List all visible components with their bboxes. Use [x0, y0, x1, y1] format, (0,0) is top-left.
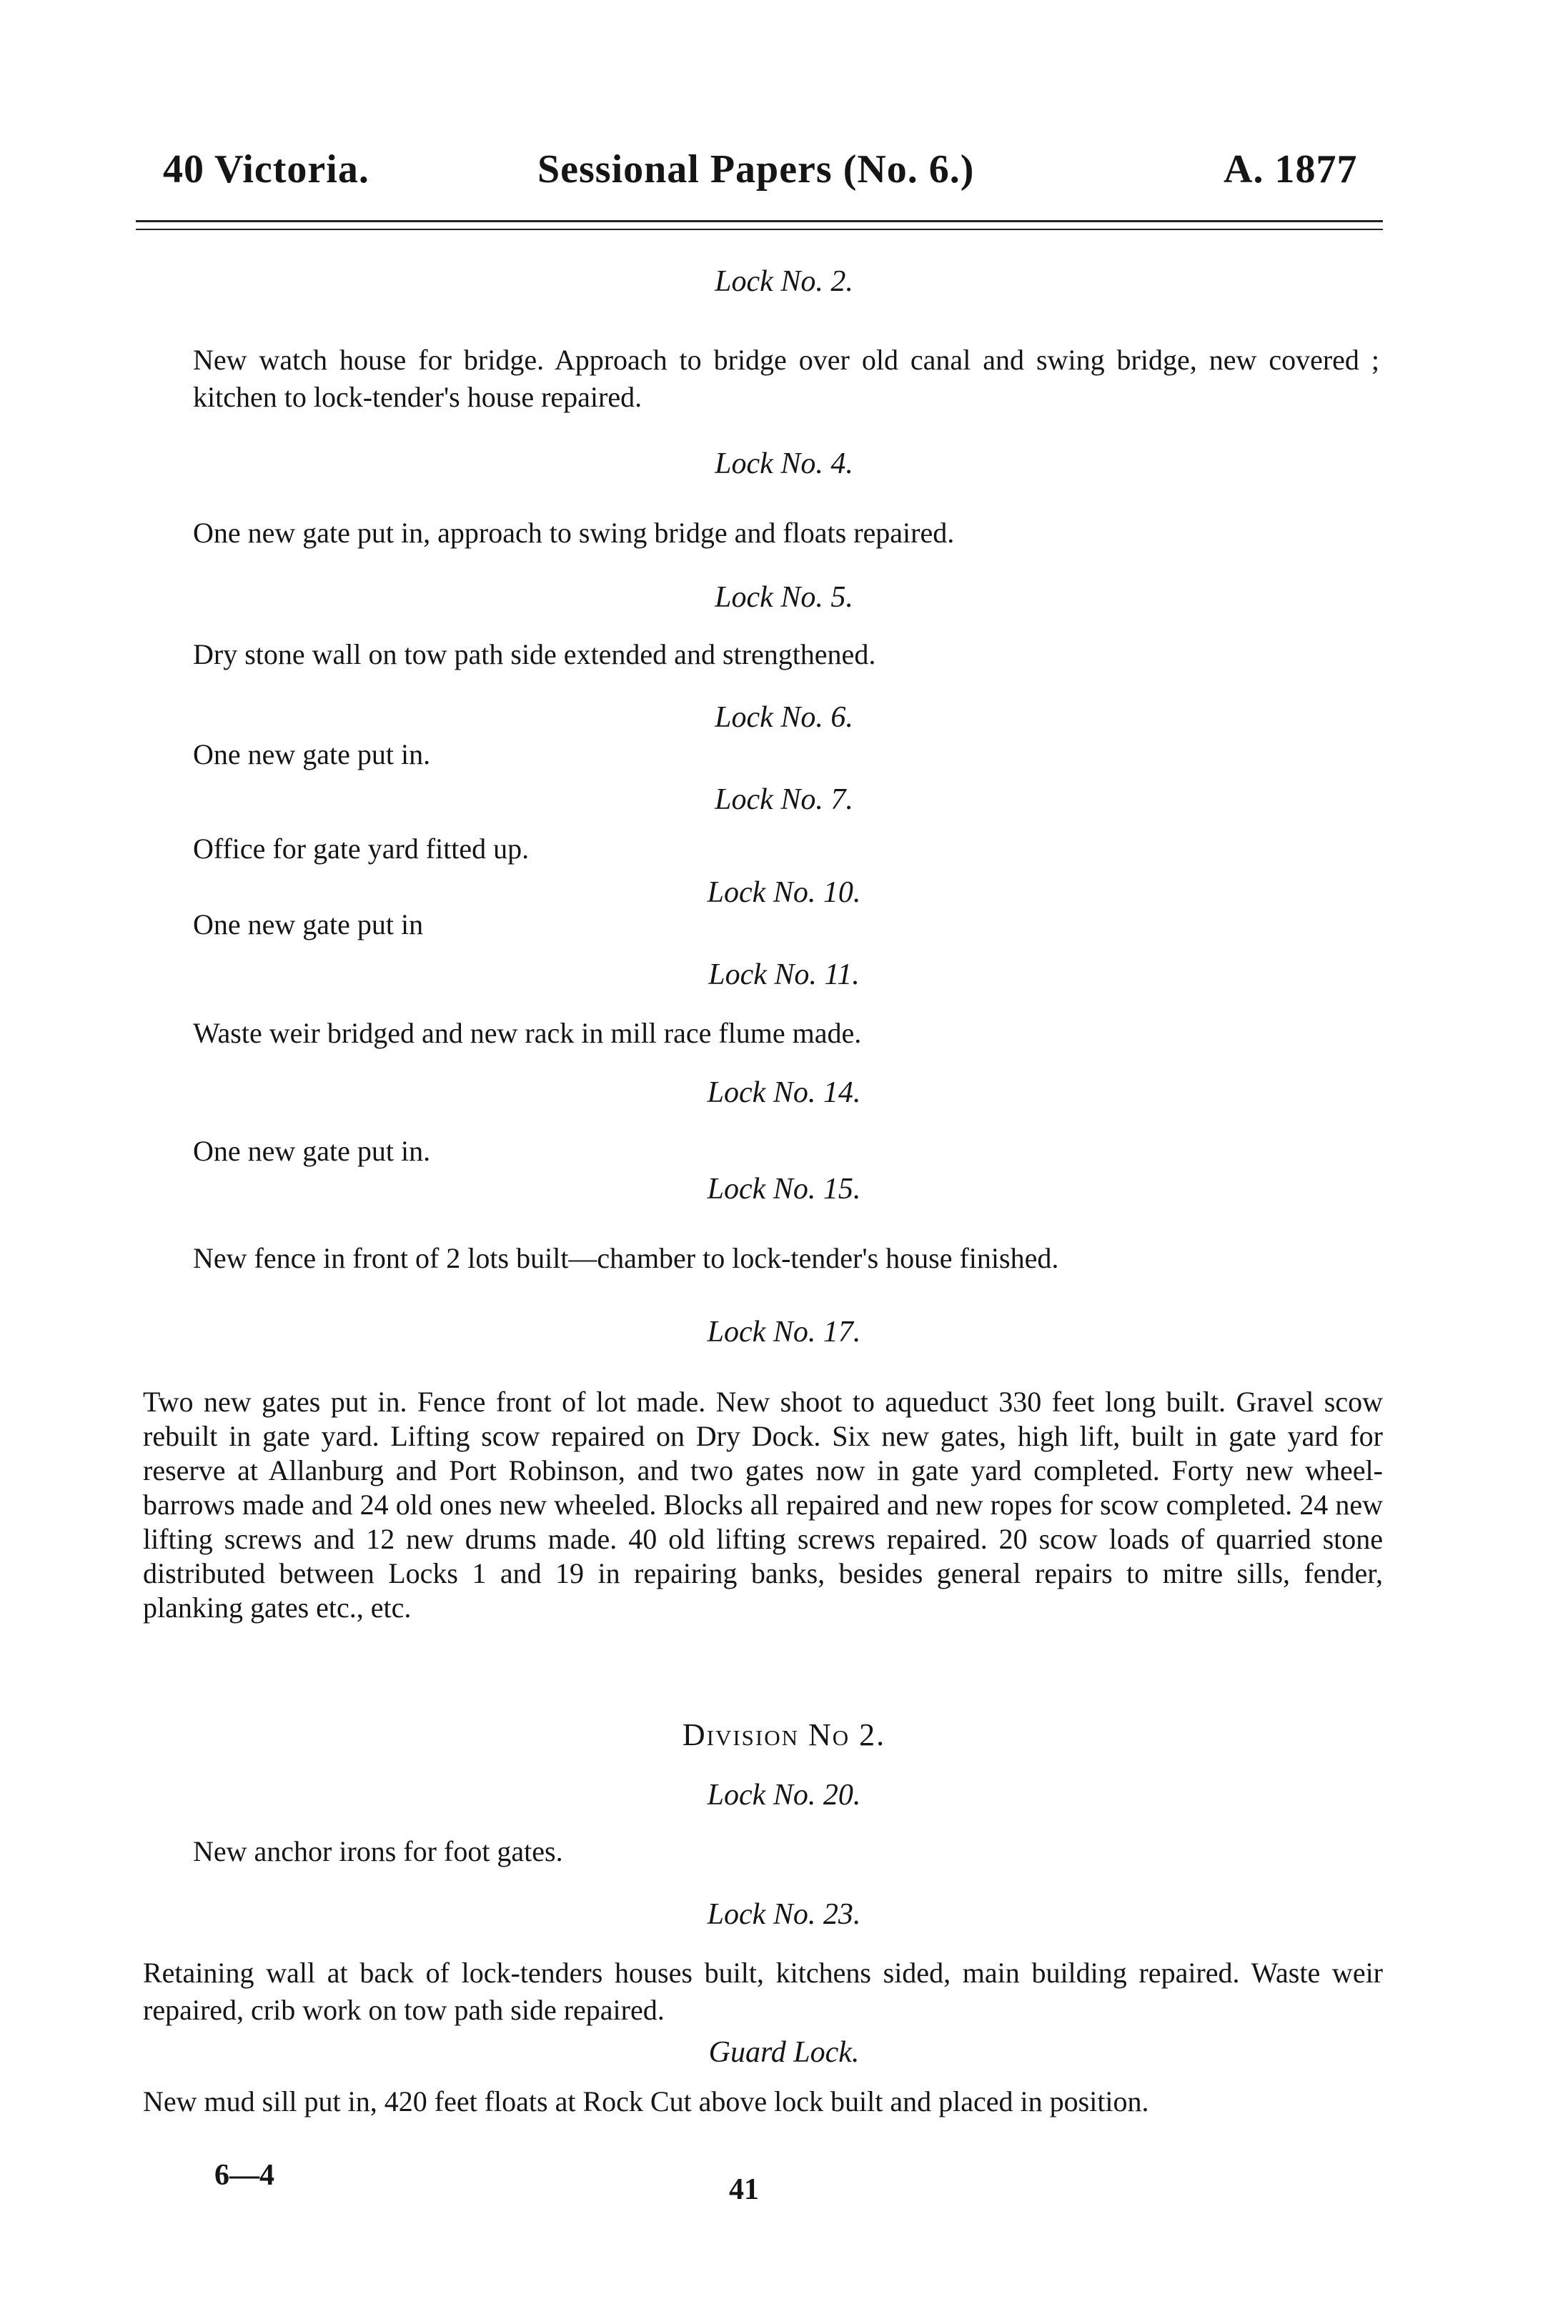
page-header — [0, 0, 1568, 243]
section-text: New mud sill put in, 420 feet floats at Rock Cut above lock built and placed in position. — [143, 2085, 1149, 2117]
section-text: One new gate put in. — [193, 738, 431, 770]
section-heading: Lock No. 11. — [708, 958, 860, 991]
section-text: Dry stone wall on tow path side extended and strengthened. — [193, 638, 876, 670]
section-heading: Lock No. 10. — [707, 876, 861, 909]
section-heading: Lock No. 6. — [715, 701, 853, 734]
section-heading: Lock No. 23. — [707, 1898, 861, 1931]
signature-mark: 6—4 — [214, 2159, 274, 2192]
division-heading: Division No 2. — [682, 1717, 886, 1752]
section-heading: Lock No. 2. — [715, 265, 853, 298]
section-text: One new gate put in — [193, 908, 424, 940]
section-text: New anchor irons for foot gates. — [193, 1835, 563, 1867]
section-heading: Lock No. 5. — [715, 581, 853, 614]
section-heading: Lock No. 20. — [707, 1779, 861, 1812]
section-heading: Lock No. 17. — [707, 1316, 861, 1349]
section-text: New fence in front of 2 lots built—chamber to lock-tender's house finished. — [193, 1242, 1059, 1274]
section-heading: Lock No. 4. — [715, 447, 853, 480]
section-text: Waste weir bridged and new rack in mill race flume made. — [193, 1017, 862, 1049]
section-text: One new gate put in, approach to swing bridge and floats repaired. — [193, 517, 955, 549]
section-heading: Lock No. 15. — [707, 1173, 861, 1206]
section-text: Two new gates put in. Fence front of lot made. New shoot to aqueduct 330 feet long built. Gravel scow rebuilt in gate yard. Lifting scow repaired on Dry Dock. Six new gates, high lift, built in gate yard for reserve at Allanburg and Port Robinson, and two gates now in gate yard completed. Forty new wheel-barrows made and 24 old ones new wheeled. Blocks all repaired and new ropes for scow completed. 24 new lifting screws and 12 new drums made. 40 old lifting screws repaired. 20 scow loads of quarried stone distributed between Locks 1 and 19 in repairing banks, besides general repairs to mitre sills, fender, planking gates etc., etc. — [143, 1386, 1383, 1624]
section-text: Office for gate yard fitted up. — [193, 833, 530, 865]
page-number: 41 — [729, 2173, 759, 2206]
section-text: One new gate put in. — [193, 1135, 431, 1167]
section-text: New watch house for bridge. Approach to bridge over old canal and swing bridge, new covered ; kitchen to lock-tender's house repaired. — [193, 344, 1379, 413]
section-heading: Lock No. 7. — [715, 783, 853, 816]
section-heading: Lock No. 14. — [707, 1076, 861, 1109]
header-rule-thin — [136, 229, 1383, 230]
section-text: Retaining wall at back of lock-tenders houses built, kitchens sided, main building repaired. Waste weir repaired, crib work on tow path side repaired. — [143, 1957, 1383, 2026]
header-title: Sessional Papers (No. 6.) — [537, 147, 975, 192]
header-right: A. 1877 — [1224, 147, 1358, 192]
header-left: 40 Victoria. — [163, 147, 369, 192]
section-heading: Guard Lock. — [708, 2036, 860, 2069]
header-rule — [136, 220, 1383, 222]
